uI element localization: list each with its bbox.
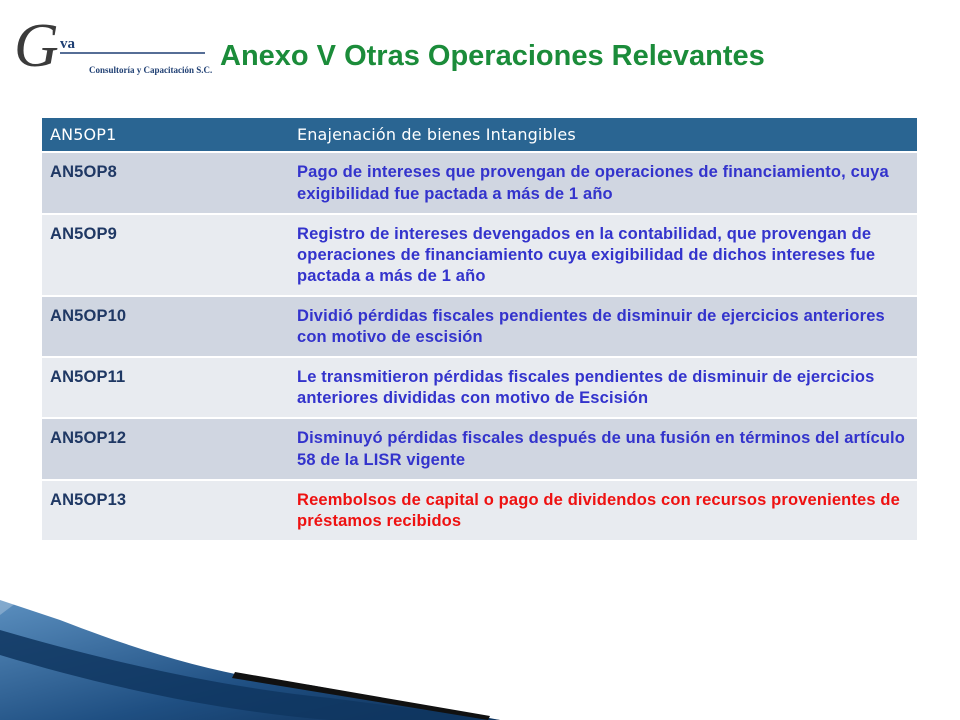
page-title: Anexo V Otras Operaciones Relevantes [220, 40, 765, 72]
row-description-cell: Registro de intereses devengados en la contabilidad, que provengan de operaciones de financiamiento cuya exigibilidad de dichos intereses fue pactada a más de 1 año [289, 214, 917, 296]
table-row [42, 214, 917, 296]
row-code-cell: AN5OP10 [42, 296, 289, 357]
row-description-cell-highlighted: Reembolsos de capital o pago de dividendos con recursos provenientes de préstamos recibidos [289, 480, 917, 540]
operations-table [42, 118, 917, 540]
row-description-cell: Pago de intereses que provengan de operaciones de financiamiento, cuya exigibilidad fue pactada a más de 1 año [289, 152, 917, 213]
decorative-corner-swoosh [0, 560, 500, 720]
row-description-cell: Dividió pérdidas fiscales pendientes de disminuir de ejercicios anteriores con motivo de escisión [289, 296, 917, 357]
company-logo [10, 10, 213, 80]
table-row [42, 296, 917, 357]
row-code-cell: AN5OP9 [42, 214, 289, 296]
row-code-cell: AN5OP11 [42, 357, 289, 418]
table-row [42, 357, 917, 418]
row-description-cell: Disminuyó pérdidas fiscales después de una fusión en términos del artículo 58 de la LISR vigente [289, 418, 917, 479]
logo-subtitle: Consultoría y Capacitación S.C. [89, 65, 213, 75]
table-row [42, 480, 917, 540]
row-code-cell: AN5OP13 [42, 480, 289, 540]
table-header-row [42, 118, 917, 152]
row-code-cell: AN5OP12 [42, 418, 289, 479]
row-code-cell: AN5OP8 [42, 152, 289, 213]
table-row [42, 152, 917, 213]
header-code-cell: AN5OP1 [42, 118, 289, 152]
table-row [42, 418, 917, 479]
header-description-cell: Enajenación de bienes Intangibles [289, 118, 917, 152]
logo-letters-va: va [60, 36, 75, 52]
logo-letter-g: G [14, 12, 59, 80]
row-description-cell: Le transmitieron pérdidas fiscales pendientes de disminuir de ejercicios anteriores divididas con motivo de Escisión [289, 357, 917, 418]
